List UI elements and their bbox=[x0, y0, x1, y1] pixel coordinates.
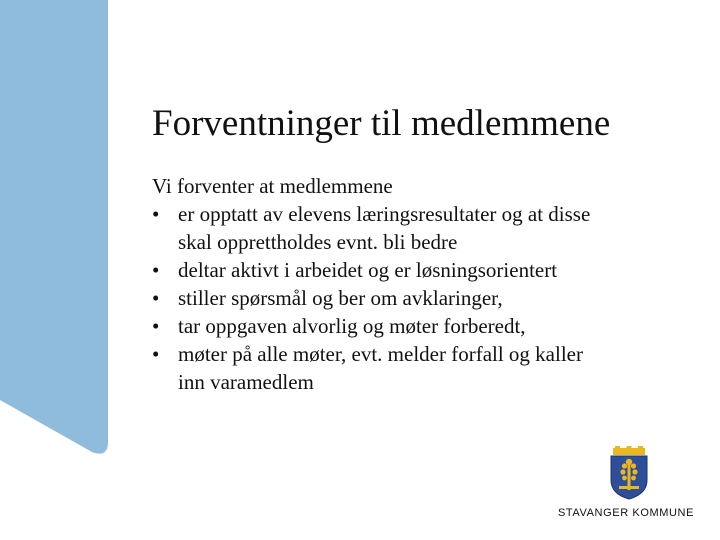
decorative-blue-band bbox=[0, 0, 120, 470]
list-item bbox=[152, 200, 692, 256]
stavanger-coat-of-arms-icon bbox=[609, 446, 649, 500]
bullet-icon: • bbox=[152, 342, 160, 366]
stavanger-kommune-logo bbox=[556, 446, 696, 522]
slide-title: Forventninger til medlemmene bbox=[152, 103, 611, 144]
logo-wordmark: STAVANGER KOMMUNE bbox=[557, 507, 695, 519]
list-item bbox=[152, 284, 692, 312]
intro-text: Vi forventer at medlemmene bbox=[152, 174, 393, 198]
bullet-icon: • bbox=[152, 202, 160, 226]
list-item bbox=[152, 340, 692, 396]
bullet-line: skal opprettholdes evnt. bli bedre bbox=[178, 230, 458, 254]
bullet-icon: • bbox=[152, 314, 160, 338]
bullet-line: stiller spørsmål og ber om avklaringer, bbox=[178, 286, 503, 310]
list-item bbox=[152, 312, 692, 340]
list-item bbox=[152, 256, 692, 284]
bullet-line: tar oppgaven alvorlig og møter forberedt, bbox=[178, 314, 526, 338]
bullet-line: møter på alle møter, evt. melder forfall og kaller bbox=[178, 342, 583, 366]
bullet-line: inn varamedlem bbox=[178, 370, 314, 394]
bullet-list bbox=[152, 200, 692, 396]
slide-body bbox=[152, 172, 692, 396]
bullet-line: er opptatt av elevens læringsresultater og at disse bbox=[178, 202, 591, 226]
bullet-icon: • bbox=[152, 286, 160, 310]
bullet-icon: • bbox=[152, 258, 160, 282]
bullet-line: deltar aktivt i arbeidet og er løsningsorientert bbox=[178, 258, 558, 282]
